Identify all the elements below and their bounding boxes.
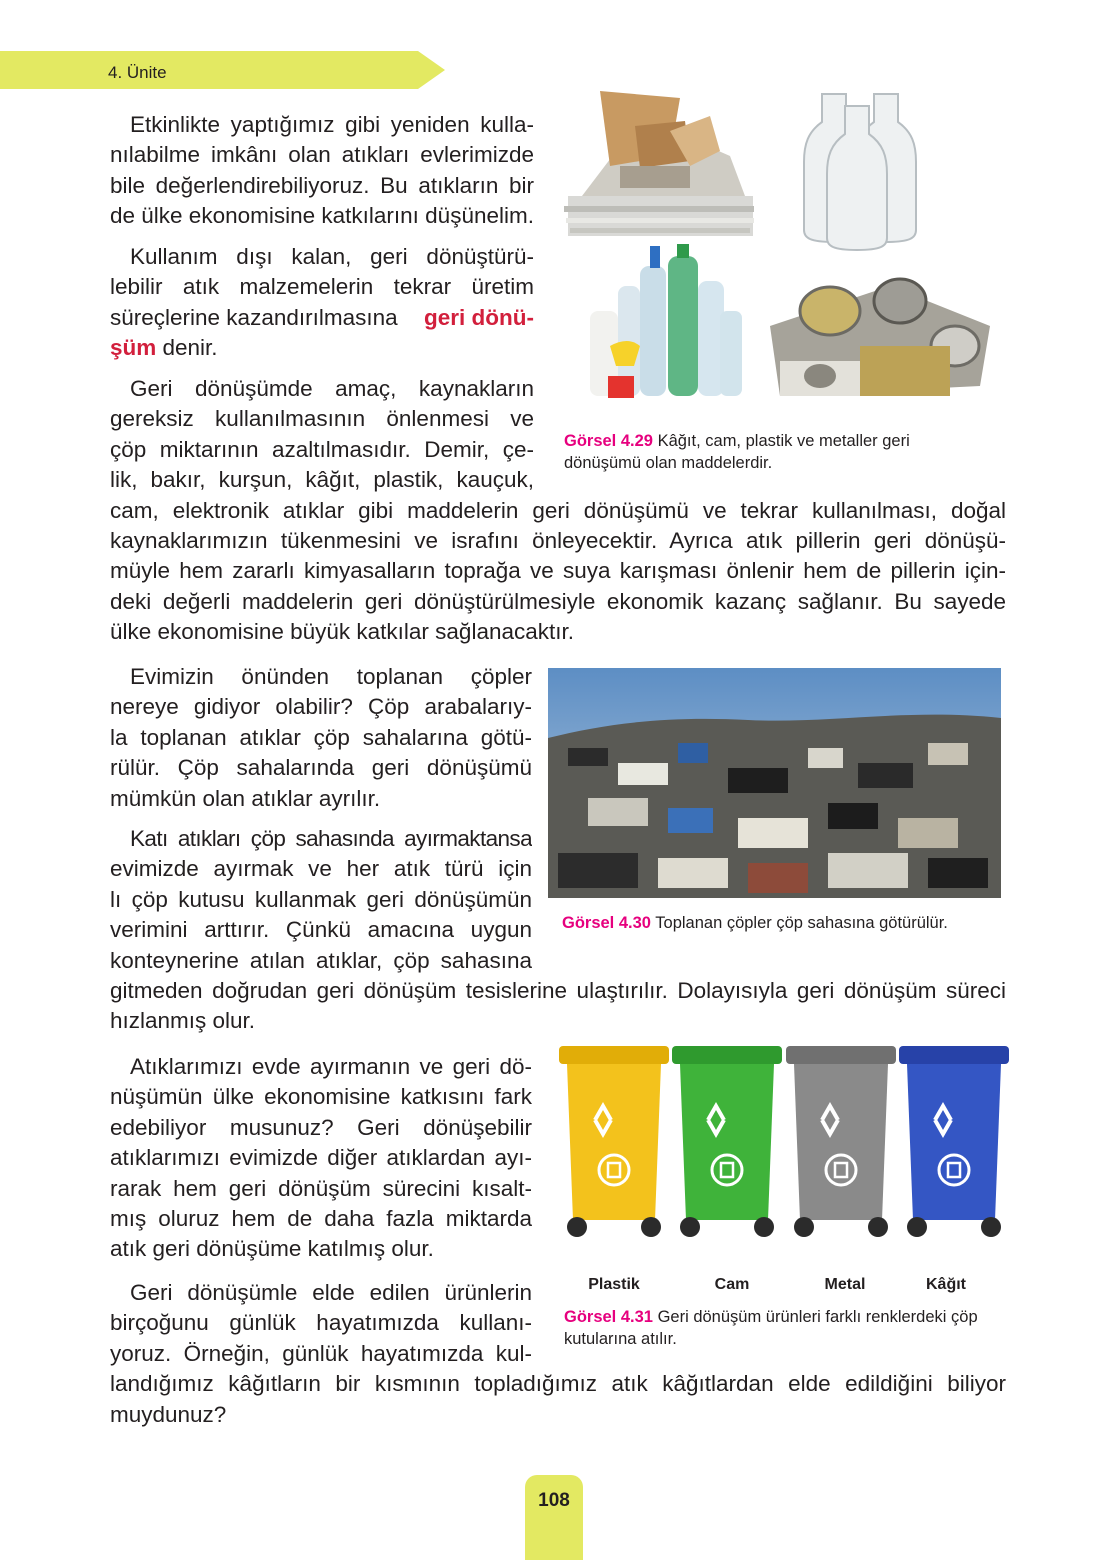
text-line: konteynerine atılan atıklar, çöp sahasına xyxy=(110,947,532,973)
text-line: nüşümün ülke ekonomisine katkısını fark xyxy=(110,1084,532,1110)
bin-paper xyxy=(899,1046,1009,1237)
paragraph-4 xyxy=(110,662,532,814)
key-term: geri dönü- xyxy=(424,304,534,330)
text-line: Katı atıkları çöp sahasında ayırmaktansa xyxy=(130,826,532,851)
caption-text: Toplanan çöpler çöp sahasına götürülür. xyxy=(650,914,948,932)
text-line: birçoğunu günlük hayatımızda kullanı- xyxy=(110,1310,532,1336)
key-term: şüm xyxy=(110,335,157,361)
text-line: nereye gidiyor olabilir? Çöp arabalarıy- xyxy=(110,694,532,720)
text-line: gitmeden doğrudan geri dönüşüm tesislerine ulaştırılır. Dolayısıyla geri dönüşüm süreci xyxy=(110,977,1006,1003)
text-line: lebilir atık malzemelerin tekrar üretim xyxy=(110,274,534,300)
text-line: Evimizin önünden toplanan çöpler xyxy=(130,664,532,689)
caption-figure-4-29 xyxy=(564,430,1004,474)
caption-label: Görsel 4.31 xyxy=(564,1308,653,1326)
page-number-tab xyxy=(525,1475,583,1560)
caption-figure-4-31 xyxy=(564,1306,1004,1350)
text-line: Geri dönüşümde amaç, kaynakların xyxy=(130,376,534,401)
text-line: de ülke ekonomisine katkılarını düşünelim. xyxy=(110,203,534,229)
text-line: bile değerlendirebiliyoruz. Bu atıkların bir xyxy=(110,172,534,198)
paragraph-6 xyxy=(110,1052,532,1265)
figure-recycling-bins xyxy=(552,1042,1017,1247)
bin-glass xyxy=(672,1046,782,1237)
text-line: rarak hem geri dönüşüm sürecini kısalt- xyxy=(110,1175,532,1201)
text-line: Geri dönüşümle elde edilen ürünlerin xyxy=(130,1280,532,1305)
caption-label: Görsel 4.29 xyxy=(564,432,653,450)
text-line: cam, elektronik atıklar gibi maddelerin geri dönüşümü ve tekrar kullanılması, doğal xyxy=(110,497,1006,523)
bin-label-plastic: Plastik xyxy=(588,1276,640,1293)
text-line: Etkinlikte yaptığımız gibi yeniden kulla- xyxy=(130,112,534,137)
paragraph-2 xyxy=(110,242,534,364)
text-line: landığımız kâğıtların bir kısmının topladığımız atık kâğıtlardan elde edildiğini biliyor xyxy=(110,1371,1006,1397)
bin-metal xyxy=(786,1046,896,1237)
text-line: evimizde ayırmak ve her atık türü için xyxy=(110,856,532,882)
text-line: hızlanmış olur. xyxy=(110,1008,256,1034)
text-line: kaynaklarımızın tükenmesini ve israfını önleyecektir. Ayrıca atık pillerin geri dönüşü- xyxy=(110,527,1006,553)
text-line: yoruz. Örneğin, günlük hayatımızda kul- xyxy=(110,1340,532,1366)
page-number: 108 xyxy=(538,1490,570,1511)
unit-header-band xyxy=(0,51,445,89)
text-line: ülke ekonomisine büyük katkılar sağlanacaktır. xyxy=(110,619,574,645)
text-line: muydunuz? xyxy=(110,1401,227,1427)
text-segment: denir. xyxy=(156,335,218,361)
text-line: Kullanım dışı kalan, geri dönüştürü- xyxy=(130,244,534,269)
bin-plastic xyxy=(559,1046,669,1237)
caption-text: kutularına atılır. xyxy=(564,1330,677,1348)
paragraph-1 xyxy=(110,110,534,232)
caption-figure-4-30 xyxy=(562,912,1002,934)
text-line: verimini arttırır. Çünkü amacına uygun xyxy=(110,917,532,943)
text-line: atıklarımızı evimizde diğer atıklardan ayı- xyxy=(110,1145,532,1171)
text-line: Atıklarımızı evde ayırmanın ve geri dö- xyxy=(130,1054,532,1079)
figure-recyclables-photo xyxy=(560,86,1005,416)
text-line: lik, bakır, kurşun, kâğıt, plastik, kauçuk, xyxy=(110,467,534,493)
text-line xyxy=(110,303,534,333)
text-line: müyle hem zararlı kimyasalların toprağa ve suya karışması önlenir hem de pillerin için- xyxy=(110,558,1006,584)
bin-label-metal: Metal xyxy=(824,1276,866,1293)
unit-label: 4. Ünite xyxy=(108,63,167,82)
caption-text: Geri dönüşüm ürünleri farklı renklerdeki çöp xyxy=(652,1308,978,1326)
caption-text: dönüşümü olan maddelerdir. xyxy=(564,454,773,472)
bin-label-paper: Kâğıt xyxy=(926,1276,966,1293)
text-line: nılabilme imkânı olan atıkları evlerimizde xyxy=(110,142,534,168)
text-line: deki değerli maddelerin geri dönüştürülmesiyle ekonomik kazanç sağlanır. Bu sayede xyxy=(110,588,1006,614)
bin-label-glass: Cam xyxy=(714,1276,750,1293)
caption-label: Görsel 4.30 xyxy=(562,914,651,932)
text-segment: süreçlerine kazandırılmasına xyxy=(110,304,398,330)
text-line: mümkün olan atıklar ayrılır. xyxy=(110,785,381,811)
text-line: rülür. Çöp sahalarında geri dönüşümü xyxy=(110,755,532,781)
text-line: çöp miktarının azaltılmasıdır. Demir, çe- xyxy=(110,436,534,462)
text-line: edebiliyor musunuz? Geri dönüşebilir xyxy=(110,1114,532,1140)
paragraph-7 xyxy=(110,1278,1006,1430)
text-line: la toplanan atıklar çöp sahalarına götü- xyxy=(110,724,532,750)
text-line: atık geri dönüşüme katılmış olur. xyxy=(110,1236,434,1262)
caption-text: Kâğıt, cam, plastik ve metaller geri xyxy=(652,432,910,450)
text-line: gereksiz kullanılmasının önlenmesi ve xyxy=(110,406,534,432)
figure-landfill-photo xyxy=(548,668,1001,898)
text-line: mış oluruz hem de daha fazla miktarda xyxy=(110,1205,532,1231)
text-line: lı çöp kutusu kullanmak geri dönüşümün xyxy=(110,886,532,912)
text-line xyxy=(110,333,534,363)
